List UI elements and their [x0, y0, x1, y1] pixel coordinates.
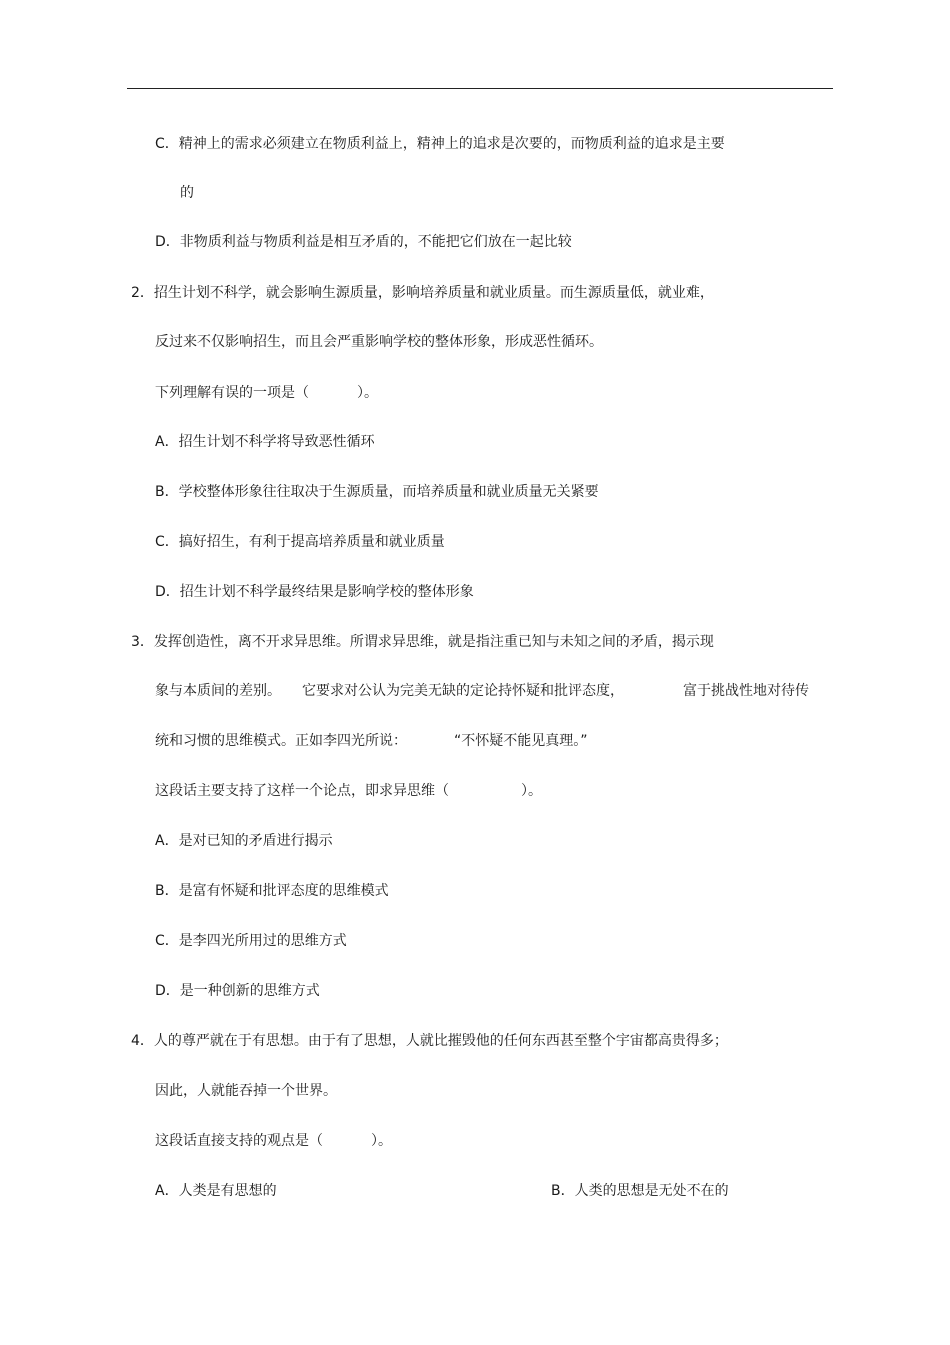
q2-option-a: A．招生计划不科学将导致恶性循环: [155, 434, 375, 450]
q3-stem-line3a: 统和习惯的思维模式。正如李四光所说：: [155, 733, 407, 749]
q4-prompt-after: ）。: [371, 1133, 392, 1149]
q1-option-d: D．非物质利益与物质利益是相互矛盾的，不能把它们放在一起比较: [155, 234, 572, 250]
q3-quote: “不怀疑不能见真理。”: [454, 733, 588, 749]
q1-option-c-line2: 的: [180, 185, 194, 201]
q3-option-b: B．是富有怀疑和批评态度的思维模式: [155, 883, 389, 899]
q4-stem-line2: 因此，人就能吞掉一个世界。: [155, 1083, 337, 1099]
q4-prompt: [155, 1132, 392, 1150]
q3-stem-line2b: 它要求对公认为完美无缺的定论持怀疑和批评态度，: [302, 683, 624, 699]
q2-prompt-before: 下列理解有误的一项是（: [155, 385, 309, 401]
q3-prompt-after: ）。: [521, 783, 542, 799]
q4-stem-line1: 4．人的尊严就在于有思想。由于有了思想，人就比摧毁他的任何东西甚至整个宇宙都高贵得多；: [131, 1033, 728, 1049]
q2-prompt-after: ）。: [357, 385, 378, 401]
q3-stem-line2a: 象与本质间的差别。: [155, 683, 281, 699]
q3-option-d: D．是一种创新的思维方式: [155, 983, 320, 999]
header-rule: [127, 88, 833, 89]
q2-stem-line1: 2．招生计划不科学，就会影响生源质量，影响培养质量和就业质量。而生源质量低，就业难，: [131, 285, 714, 301]
q3-stem-line2c: 富于挑战性地对待传: [683, 683, 809, 699]
q2-prompt: [155, 384, 378, 402]
q3-option-a: A．是对已知的矛盾进行揭示: [155, 833, 333, 849]
q2-option-d: D．招生计划不科学最终结果是影响学校的整体形象: [155, 584, 474, 600]
q4-option-a: A．人类是有思想的: [155, 1183, 277, 1199]
q3-option-c: C．是李四光所用过的思维方式: [155, 933, 347, 949]
q4-prompt-before: 这段话直接支持的观点是（: [155, 1133, 323, 1149]
q3-prompt-before: 这段话主要支持了这样一个论点，即求异思维（: [155, 783, 449, 799]
q1-option-c-line1: C．精神上的需求必须建立在物质利益上，精神上的追求是次要的，而物质利益的追求是主要: [155, 136, 725, 152]
q4-option-b: B．人类的思想是无处不在的: [551, 1183, 729, 1199]
q2-option-c: C．搞好招生，有利于提高培养质量和就业质量: [155, 534, 445, 550]
q2-stem-line2: 反过来不仅影响招生，而且会严重影响学校的整体形象，形成恶性循环。: [155, 334, 603, 350]
q2-option-b: B．学校整体形象往往取决于生源质量，而培养质量和就业质量无关紧要: [155, 484, 599, 500]
q3-prompt: [155, 782, 542, 800]
q3-stem-line1: 3．发挥创造性，离不开求异思维。所谓求异思维，就是指注重已知与未知之间的矛盾，揭示现: [131, 634, 714, 650]
